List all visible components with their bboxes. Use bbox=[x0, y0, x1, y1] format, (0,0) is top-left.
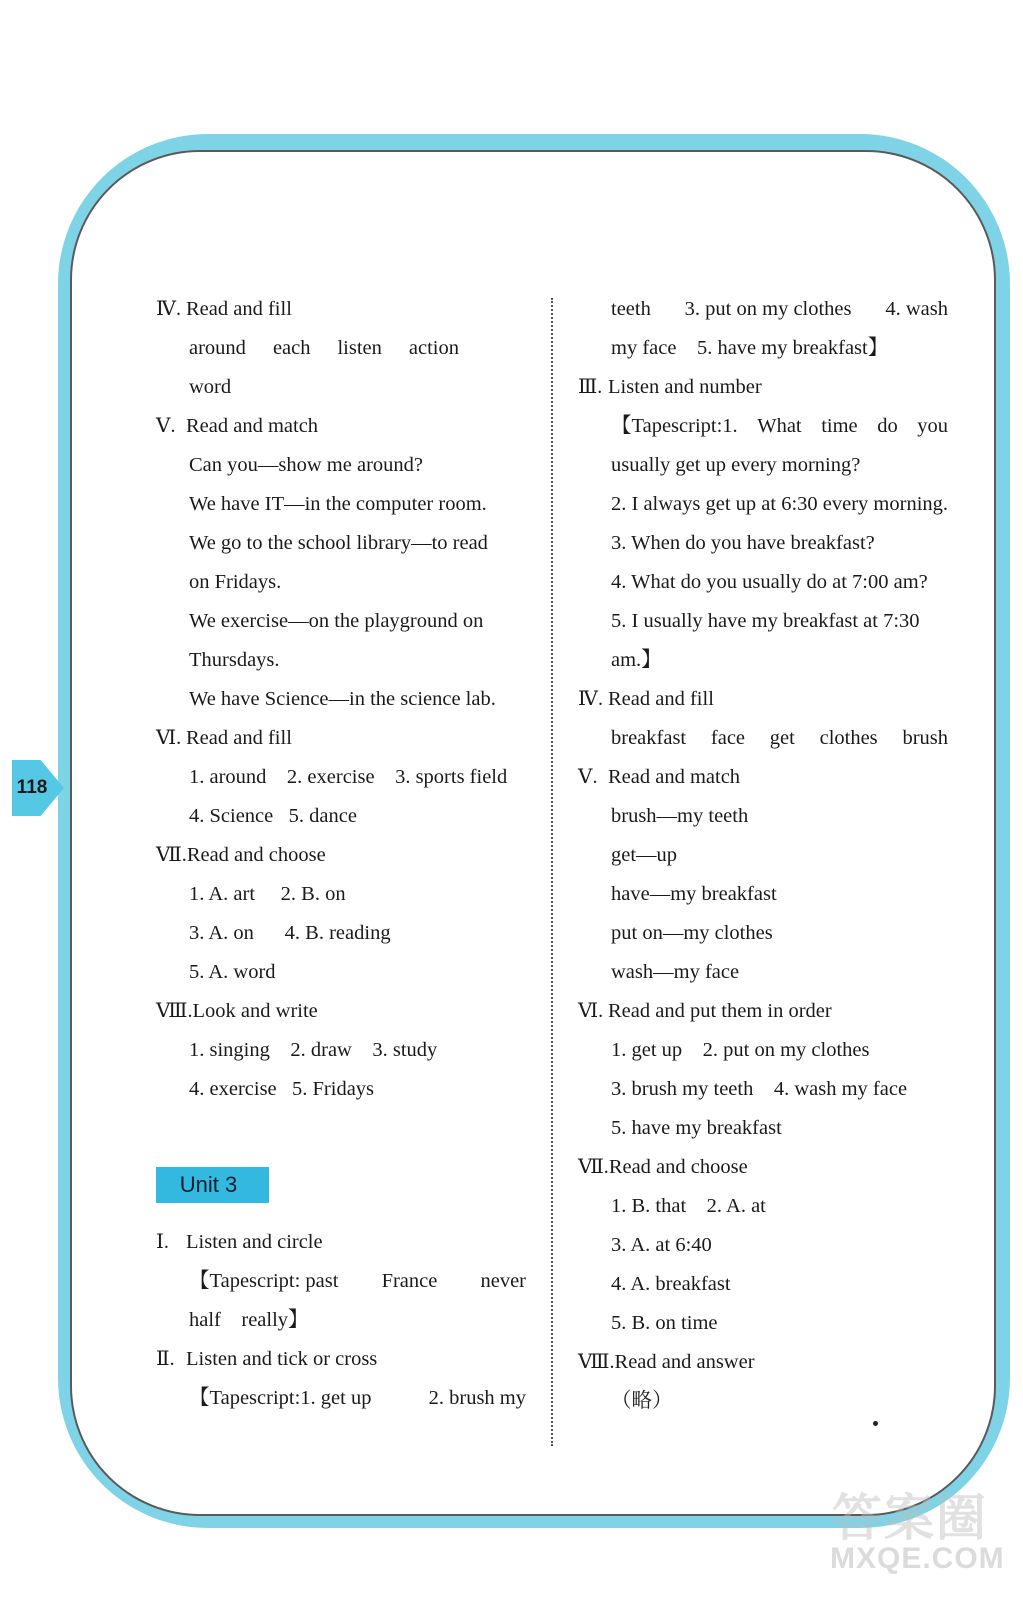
section-heading bbox=[578, 368, 958, 407]
text-fragment: 【Tapescript: past bbox=[189, 1270, 339, 1292]
answer-line: We have Science—in the science lab. bbox=[189, 688, 496, 710]
section-heading bbox=[156, 836, 536, 875]
word-item: around bbox=[189, 337, 246, 359]
answer-line: put on—my clothes bbox=[611, 922, 773, 944]
answer-line: 5. have my breakfast bbox=[611, 1117, 782, 1139]
section-title: Look and write bbox=[192, 1000, 318, 1022]
text-fragment: never bbox=[480, 1270, 526, 1292]
section-numeral: Ⅳ. bbox=[578, 688, 603, 710]
answer-line bbox=[578, 290, 958, 329]
word-item: word bbox=[189, 376, 232, 398]
answer-line: 4. Science 5. dance bbox=[189, 805, 357, 827]
section-numeral: Ⅱ. bbox=[156, 1348, 175, 1370]
section-title: Read and fill bbox=[608, 688, 714, 710]
answer-line: 3. When do you have breakfast? bbox=[611, 532, 875, 554]
column-divider bbox=[551, 298, 553, 1446]
section-title: Read and match bbox=[608, 766, 741, 788]
answer-line: 1. get up 2. put on my clothes bbox=[611, 1039, 870, 1061]
page-number: 118 bbox=[16, 777, 48, 798]
section-heading bbox=[156, 719, 536, 758]
answer-line: （略） bbox=[611, 1390, 673, 1412]
answer-line: get—up bbox=[611, 844, 678, 866]
section-heading bbox=[578, 680, 958, 719]
answer-line: 4. A. breakfast bbox=[611, 1273, 731, 1295]
word-item: listen bbox=[337, 337, 382, 359]
watermark-url: MXQE.COM bbox=[830, 1542, 1005, 1575]
answer-line: wash—my face bbox=[611, 961, 740, 983]
section-numeral: Ⅷ. bbox=[156, 1000, 193, 1022]
answer-line: half really】 bbox=[189, 1309, 309, 1331]
section-numeral: Ⅰ. bbox=[156, 1231, 169, 1253]
answer-line bbox=[156, 1262, 536, 1301]
unit-label: Unit 3 bbox=[156, 1167, 269, 1203]
text-fragment: you bbox=[917, 415, 948, 437]
text-fragment: 2. brush my bbox=[428, 1387, 526, 1409]
section-title: Listen and tick or cross bbox=[186, 1348, 378, 1370]
answer-line: 5. I usually have my breakfast at 7:30 bbox=[611, 610, 920, 632]
section-heading bbox=[156, 1340, 536, 1379]
section-heading bbox=[578, 992, 958, 1031]
right-column bbox=[578, 290, 958, 1421]
answer-line: 4. exercise 5. Fridays bbox=[189, 1078, 375, 1100]
word-item: action bbox=[408, 337, 459, 359]
answer-line: We go to the school library—to read bbox=[189, 532, 488, 554]
answer-line: 1. B. that 2. A. at bbox=[611, 1195, 766, 1217]
answer-line: my face 5. have my breakfast】 bbox=[611, 337, 889, 359]
section-heading bbox=[578, 1343, 958, 1382]
section-title: Read and fill bbox=[186, 727, 292, 749]
answer-line: 4. What do you usually do at 7:00 am? bbox=[611, 571, 928, 593]
word-bank bbox=[578, 719, 958, 758]
section-title: Listen and circle bbox=[186, 1231, 323, 1253]
section-numeral: Ⅶ. bbox=[578, 1156, 609, 1178]
section-numeral: Ⅴ. bbox=[156, 415, 176, 437]
watermark bbox=[828, 1478, 1008, 1594]
section-numeral: Ⅲ. bbox=[578, 376, 603, 398]
decorative-dot bbox=[873, 1421, 878, 1426]
section-heading bbox=[156, 1223, 536, 1262]
answer-line: 2. I always get up at 6:30 every morning. bbox=[611, 493, 949, 515]
answer-line: 1. singing 2. draw 3. study bbox=[189, 1039, 438, 1061]
section-heading bbox=[578, 758, 958, 797]
section-numeral: Ⅷ. bbox=[578, 1351, 615, 1373]
answer-line: 1. around 2. exercise 3. sports field bbox=[189, 766, 508, 788]
answer-line: 3. A. at 6:40 bbox=[611, 1234, 712, 1256]
text-fragment: France bbox=[381, 1270, 438, 1292]
unit-heading bbox=[156, 1167, 536, 1223]
answer-line: Thursdays. bbox=[189, 649, 280, 671]
answer-line: have—my breakfast bbox=[611, 883, 777, 905]
section-numeral: Ⅳ. bbox=[156, 298, 181, 320]
answer-line: We exercise—on the playground on bbox=[189, 610, 484, 632]
answer-line: We have IT—in the computer room. bbox=[189, 493, 487, 515]
section-numeral: Ⅶ. bbox=[156, 844, 187, 866]
answer-line bbox=[156, 1379, 536, 1418]
section-heading bbox=[156, 992, 536, 1031]
answer-line: Can you—show me around? bbox=[189, 454, 423, 476]
section-title: Listen and number bbox=[608, 376, 762, 398]
section-numeral: Ⅵ. bbox=[578, 1000, 604, 1022]
section-title: Read and put them in order bbox=[608, 1000, 832, 1022]
text-fragment: 【Tapescript:1. bbox=[611, 415, 738, 437]
answer-line: on Fridays. bbox=[189, 571, 282, 593]
spacer bbox=[156, 1109, 536, 1167]
word-item: clothes bbox=[819, 727, 878, 749]
text-fragment: teeth bbox=[611, 298, 651, 320]
answer-line: usually get up every morning? bbox=[611, 454, 861, 476]
answer-line: brush—my teeth bbox=[611, 805, 749, 827]
section-numeral: Ⅵ. bbox=[156, 727, 182, 749]
section-numeral: Ⅴ. bbox=[578, 766, 598, 788]
word-item: breakfast bbox=[611, 727, 687, 749]
answer-line: am.】 bbox=[611, 649, 662, 671]
word-item: brush bbox=[902, 727, 948, 749]
answer-line: 5. A. word bbox=[189, 961, 276, 983]
answer-line: 5. B. on time bbox=[611, 1312, 718, 1334]
answer-line bbox=[578, 407, 958, 446]
section-heading bbox=[156, 407, 536, 446]
word-bank bbox=[156, 329, 536, 368]
text-fragment: 【Tapescript:1. get up bbox=[189, 1387, 372, 1409]
text-fragment: What bbox=[757, 415, 802, 437]
word-item: get bbox=[769, 727, 795, 749]
watermark-logo-text: 答案圈 bbox=[832, 1489, 988, 1547]
word-item: face bbox=[710, 727, 746, 749]
left-column bbox=[156, 290, 536, 1418]
section-title: Read and choose bbox=[186, 844, 326, 866]
section-title: Read and fill bbox=[186, 298, 292, 320]
text-fragment: 3. put on my clothes bbox=[684, 298, 852, 320]
section-title: Read and match bbox=[186, 415, 319, 437]
section-title: Read and choose bbox=[608, 1156, 748, 1178]
section-heading bbox=[578, 1148, 958, 1187]
text-fragment: do bbox=[877, 415, 898, 437]
word-item: each bbox=[272, 337, 311, 359]
answer-line: 1. A. art 2. B. on bbox=[189, 883, 346, 905]
section-title: Read and answer bbox=[614, 1351, 755, 1373]
answer-line: 3. brush my teeth 4. wash my face bbox=[611, 1078, 908, 1100]
text-fragment: 4. wash bbox=[885, 298, 948, 320]
section-heading bbox=[156, 290, 536, 329]
text-fragment: time bbox=[821, 415, 858, 437]
answer-line: 3. A. on 4. B. reading bbox=[189, 922, 391, 944]
